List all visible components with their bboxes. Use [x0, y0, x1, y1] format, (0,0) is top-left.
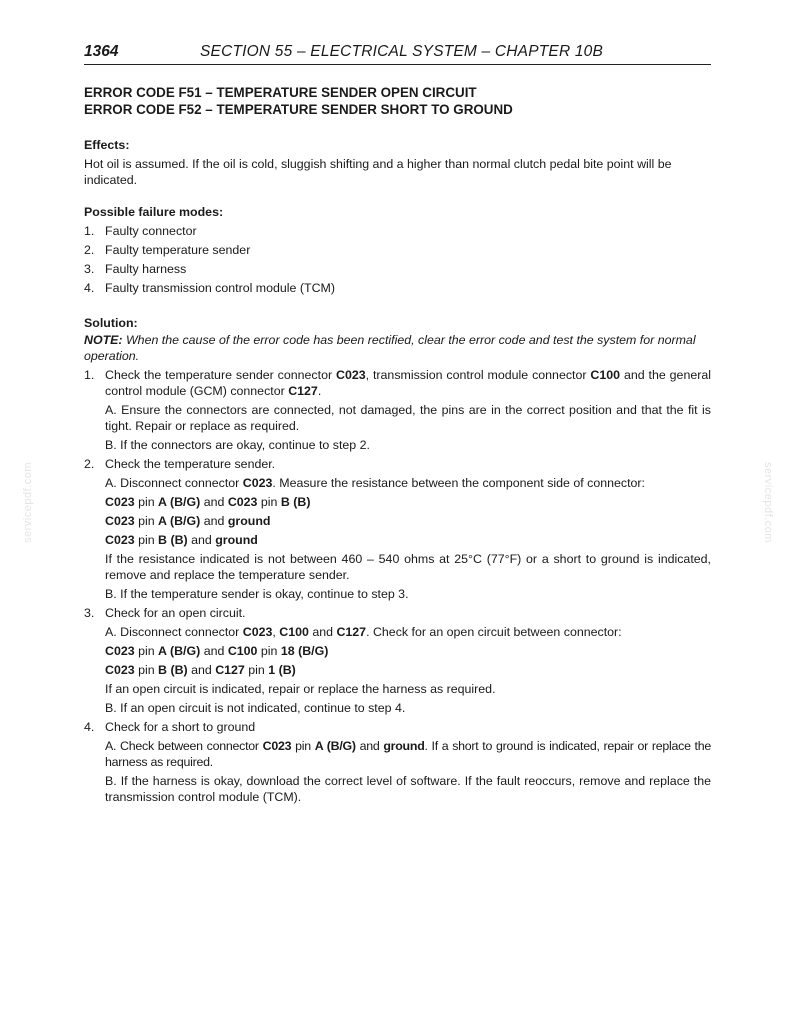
- solution-step-3: 3. Check for an open circuit. A. Disconnect connector C023, C100 and C127. Check for an open circuit between connector: C023 pin A (B/G) and C100 pin 18 (B/G) C023 pin B (B) and C127 pin 1 (B) If an open circuit is indicated, repair or replace the harness as required. B. If an open circuit is not indicated, continue to step 4.: [84, 605, 711, 716]
- page-number: 1364: [84, 43, 119, 60]
- solution-step-2: 2. Check the temperature sender. A. Disconnect connector C023. Measure the resistance between the component side of connector: C023 pin A (B/G) and C023 pin B (B) C023 pin A (B/G) and ground C023 pin B (B) and ground If the resistance indicated is not between 460 – 540 ohms at 25°C (77°F) or a short to ground is indicated, remove and replace the temperature sender. B. If the temperature sender is okay, continue to step 3.: [84, 457, 711, 601]
- measurement-line: C023 pin A (B/G) and ground: [105, 514, 271, 528]
- list-item: 1. Faulty connector: [84, 224, 197, 238]
- error-title-f52: ERROR CODE F52 – TEMPERATURE SENDER SHORT TO GROUND: [84, 102, 513, 117]
- list-item: 3. Faulty harness: [84, 262, 187, 276]
- watermark-right: servicepdf.com: [762, 462, 774, 543]
- watermark-left: servicepdf.com: [22, 462, 34, 543]
- measurement-line: C023 pin B (B) and ground: [105, 533, 258, 547]
- list-item: 2. Faulty temperature sender: [84, 243, 251, 257]
- solution-heading: Solution:: [84, 316, 138, 330]
- list-item: 4. Faulty transmission control module (TCM): [84, 281, 335, 295]
- error-title-f51: ERROR CODE F51 – TEMPERATURE SENDER OPEN CIRCUIT: [84, 85, 477, 100]
- page-header: [84, 42, 711, 65]
- document-body: [84, 84, 711, 808]
- measurement-line: C023 pin A (B/G) and C100 pin 18 (B/G): [105, 644, 329, 658]
- solution-step-4: 4. Check for a short to ground A. Check between connector C023 pin A (B/G) and ground. If a short to ground is indicated, repair or replace the harness as required. B. If the harness is okay, download the correct level of software. If the fault reoccurs, remove and replace the transmission control module (TCM).: [84, 720, 712, 804]
- solution-note: NOTE: When the cause of the error code has been rectified, clear the error code and test the system for normal operation.: [84, 333, 696, 363]
- measurement-line: C023 pin A (B/G) and C023 pin B (B): [105, 495, 311, 509]
- solution-step-1: 1. Check the temperature sender connector C023, transmission control module connector C100 and the general control module (GCM) connector C127. A. Ensure the connectors are connected, not damaged, the pins are in the correct position and that the fit is tight. Repair or replace as required. B. If the connectors are okay, continue to step 2.: [84, 368, 711, 452]
- failure-modes-heading: Possible failure modes:: [84, 205, 224, 219]
- note-label: NOTE:: [84, 333, 123, 347]
- section-title: SECTION 55 – ELECTRICAL SYSTEM – CHAPTER 10B: [200, 43, 604, 60]
- step-1-a: A. Ensure the connectors are connected, not damaged, the pins are in the correct position and that the fit is tight. Repair or replace as required.: [105, 403, 711, 433]
- step-1-b: B. If the connectors are okay, continue to step 2.: [105, 438, 370, 452]
- effects-heading: Effects:: [84, 138, 130, 152]
- measurement-line: C023 pin B (B) and C127 pin 1 (B): [105, 663, 296, 677]
- effects-text: Hot oil is assumed. If the oil is cold, sluggish shifting and a higher than normal clutch pedal bite point will be indicated.: [84, 157, 672, 187]
